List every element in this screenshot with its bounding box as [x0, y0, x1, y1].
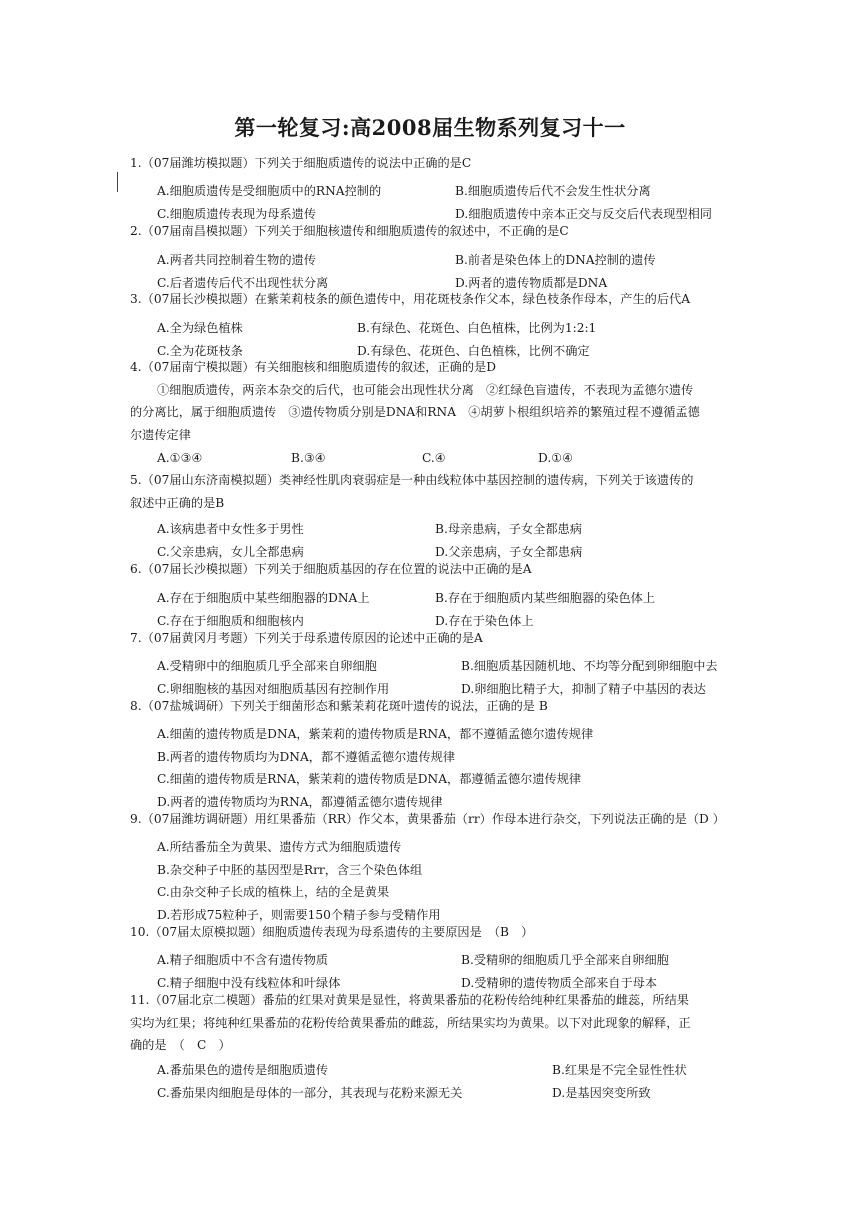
question-3-option: A.全为绿色植株	[157, 321, 243, 335]
question-7-option: B.细胞质基因随机地、不均等分配到卵细胞中去	[461, 659, 718, 673]
question-8-option: D.两者的遗传物质均为RNA，都遵循孟德尔遗传规律	[157, 795, 443, 809]
question-7-option: C.卵细胞核的基因对细胞质基因有控制作用	[157, 682, 390, 696]
question-6-option: A.存在于细胞质中某些细胞器的DNA上	[157, 591, 370, 605]
question-4-stem: 4.（07届南宁模拟题）有关细胞核和细胞质遗传的叙述，正确的是D	[130, 360, 496, 374]
question-5-option: D.父亲患病，子女全都患病	[435, 545, 583, 559]
question-5-stem: 5.（07届山东济南模拟题）类神经性肌肉衰弱症是一种由线粒体中基因控制的遗传病，下列关于该遗传的	[130, 473, 694, 487]
question-9-option: B.杂交种子中胚的基因型是Rrr，含三个染色体组	[157, 863, 423, 877]
question-9-option: A.所结番茄全为黄果、遗传方式为细胞质遗传	[157, 840, 402, 854]
text-cursor	[117, 172, 118, 192]
question-6-option: B.存在于细胞质内某些细胞器的染色体上	[435, 591, 656, 605]
question-11-option: B.红果是不完全显性性状	[552, 1063, 687, 1077]
question-8-option: A.细菌的遗传物质是DNA，紫茉莉的遗传物质是RNA，都不遵循孟德尔遗传规律	[157, 727, 594, 741]
question-4-stem: 尔遗传定律	[130, 428, 191, 442]
question-10-option: A.精子细胞质中不含有遗传物质	[157, 953, 329, 967]
question-3-option: B.有绿色、花斑色、白色植株，比例为1:2:1	[357, 321, 597, 335]
question-11-option: C.番茄果肉细胞是母体的一部分，其表现与花粉来源无关	[157, 1086, 463, 1100]
question-3-option: D.有绿色、花斑色、白色植株，比例不确定	[357, 344, 590, 358]
question-5-option: C.父亲患病，女儿全都患病	[157, 545, 304, 559]
question-2-option: B.前者是染色体上的DNA控制的遗传	[455, 253, 656, 267]
question-4-option: A.①③④	[157, 451, 203, 465]
question-4-option: C.④	[422, 451, 446, 465]
question-10-option: B.受精卵的细胞质几乎全部来自卵细胞	[461, 953, 669, 967]
question-1-option: D.细胞质遗传中亲本正交与反交后代表现型相同	[455, 207, 712, 221]
question-5-option: B.母亲患病，子女全都患病	[435, 522, 582, 536]
question-10-option: C.精子细胞中没有线粒体和叶绿体	[157, 976, 341, 990]
question-1-option: C.细胞质遗传表现为母系遗传	[157, 207, 317, 221]
question-2-option: A.两者共同控制着生物的遗传	[157, 253, 316, 267]
question-4-option: D.①④	[538, 451, 574, 465]
question-11-stem: 11.（07届北京二模题）番茄的红果对黄果是显性，将黄果番茄的花粉传给纯种红果番茄的雌蕊，所结果	[130, 993, 689, 1007]
question-6-stem: 6.（07届长沙模拟题）下列关于细胞质基因的存在位置的说法中正确的是A	[130, 562, 532, 576]
question-9-option: C.由杂交种子长成的植株上，结的全是黄果	[157, 885, 390, 899]
page-title: 第一轮复习:高2008届生物系列复习十一	[234, 115, 626, 140]
question-11-option: D.是基因突变所致	[552, 1086, 651, 1100]
question-1-option: A.细胞质遗传是受细胞质中的RNA控制的	[157, 184, 382, 198]
question-2-option: D.两者的遗传物质都是DNA	[455, 276, 608, 290]
question-6-option: D.存在于染色体上	[435, 614, 534, 628]
question-2-option: C.后者遗传后代不出现性状分离	[157, 276, 329, 290]
question-6-option: C.存在于细胞质和细胞核内	[157, 614, 304, 628]
question-8-stem: 8.（07盐城调研）下列关于细菌形态和紫茉莉花斑叶遗传的说法，正确的是 B	[130, 699, 548, 713]
question-10-option: D.受精卵的遗传物质全部来自于母本	[461, 976, 658, 990]
question-5-option: A.该病患者中女性多于男性	[157, 522, 304, 536]
question-7-stem: 7.（07届黄冈月考题）下列关于母系遗传原因的论述中正确的是A	[130, 631, 483, 645]
question-9-stem: 9.（07届潍坊调研题）用红果番茄（RR）作父本，黄果番茄（rr）作母本进行杂交，下列说法正确的是（D ）	[130, 812, 725, 826]
question-7-option: A.受精卵中的细胞质几乎全部来自卵细胞	[157, 659, 377, 673]
question-10-stem: 10.（07届太原模拟题）细胞质遗传表现为母系遗传的主要原因是 （B ）	[130, 925, 534, 939]
question-2-stem: 2.（07届南昌模拟题）下列关于细胞核遗传和细胞质遗传的叙述中，不正确的是C	[130, 224, 569, 238]
question-3-stem: 3.（07届长沙模拟题）在紫茉莉枝条的颜色遗传中，用花斑枝条作父本，绿色枝条作母本，产生的后代A	[130, 292, 690, 306]
question-1-option: B.细胞质遗传后代不会发生性状分离	[455, 184, 651, 198]
question-7-option: D.卵细胞比精子大，抑制了精子中基因的表达	[461, 682, 706, 696]
question-11-option: A.番茄果色的遗传是细胞质遗传	[157, 1063, 329, 1077]
question-9-option: D.若形成75粒种子，则需要150个精子参与受精作用	[157, 908, 441, 922]
question-5-stem: 叙述中正确的是B	[130, 496, 225, 510]
question-4-stem: ①细胞质遗传，两亲本杂交的后代，也可能会出现性状分离 ②红绿色盲遗传，不表现为孟德尔遗传	[157, 383, 694, 397]
question-11-stem: 确的是 （ C ）	[130, 1038, 231, 1052]
question-8-option: C.细菌的遗传物质是RNA，紫茉莉的遗传物质是DNA，都遵循孟德尔遗传规律	[157, 772, 582, 786]
question-8-option: B.两者的遗传物质均为DNA，都不遵循孟德尔遗传规律	[157, 750, 456, 764]
question-1-stem: 1.（07届潍坊模拟题）下列关于细胞质遗传的说法中正确的是C	[130, 156, 472, 170]
question-4-option: B.③④	[291, 451, 326, 465]
question-11-stem: 实均为红果；将纯种红果番茄的花粉传给黄果番茄的雌蕊，所结果实均为黄果。以下对此现象的解释，正	[130, 1016, 691, 1030]
question-3-option: C.全为花斑枝条	[157, 344, 243, 358]
question-4-stem: 的分离比，属于细胞质遗传 ③遗传物质分别是DNA和RNA ④胡萝卜根组织培养的繁殖过程不遵循孟德	[130, 405, 700, 419]
